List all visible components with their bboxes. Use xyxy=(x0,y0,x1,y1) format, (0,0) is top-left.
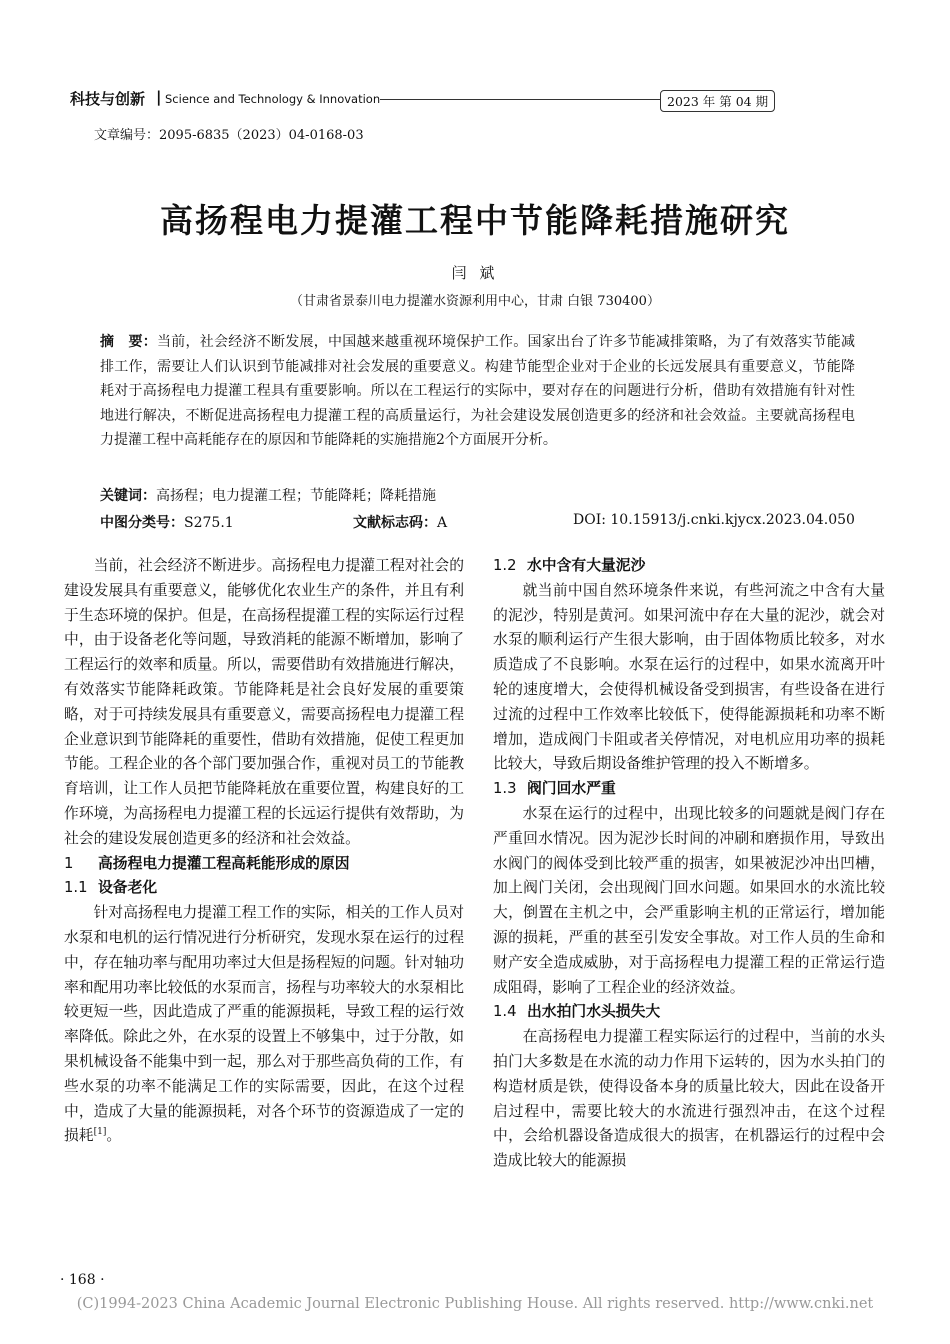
section-heading-1-1: 1.1 设备老化 xyxy=(64,879,158,897)
keywords xyxy=(100,485,860,505)
section-heading-1-4: 1.4 出水拍门水头损失大 xyxy=(493,1003,661,1021)
section-heading-1: 1 高扬程电力提灌工程高耗能形成的原因 xyxy=(64,854,350,872)
header-separator: | xyxy=(156,88,162,106)
section-1-1-paragraph: 针对高扬程电力提灌工程工作的实际，相关的工作人员对水泵和电机的运行情况进行分析研究，发现水泵在运行的过程中，存在轴功率与配用功率过大但是扬程短的问题。针对轴功率和配用功率比较低的水泵而言，扬程与功率较大的水泵相比较更短一些，因此造成了严重的能源损耗，导致工程的运行效率降低。除此之外，在水泵的设置上不够集中，过于分散，如果机械设备不能集中到一起，那么对于那些高负荷的工作，有些水泵的功率不能满足工作的实际需要，因此，在这个过程中，造成了大量的能源损耗，对各个环节的资源造成了一定的损耗[1]。 xyxy=(64,904,464,1145)
abstract xyxy=(100,330,855,453)
intro-paragraph: 当前，社会经济不断进步。高扬程电力提灌工程对社会的建设发展具有重要意义，能够优化农业生产的条件，并且有利于生态环境的保护。但是，在高扬程提灌工程的实际运行过程中，由于设备老化等问题，导致消耗的能源不断增加，影响了工程运行的效率和质量。所以，需要借助有效措施进行解决，有效落实节能降耗政策。节能降耗是社会良好发展的重要策略，对于可持续发展具有重要意义，需要高扬程电力提灌工程企业意识到节能降耗的重要性，借助有效措施，促使工程更加节能。工程企业的各个部门要加强合作，重视对员工的节能教育培训，让工作人员把节能降耗放在重要位置，构建良好的工作环境，为高扬程电力提灌工程的长远运行提供有效帮助，为社会的建设发展创造更多的经济和社会效益。 xyxy=(64,557,464,847)
keywords-text: 高扬程；电力提灌工程；节能降耗；降耗措施 xyxy=(156,488,436,504)
section-1-4-paragraph: 在高扬程电力提灌工程实际运行的过程中，当前的水头拍门大多数是在水流的动力作用下运转的，因为水头拍门的构造材质是铁，使得设备本身的质量比较大，因此在设备开启过程中，需要比较大的水流进行强烈冲击，在这个过程中，会给机器设备造成很大的损害，在机器运行的过程中会造成比较大的能源损 xyxy=(493,1028,885,1170)
doi: DOI: 10.15913/j.cnki.kjycx.2023.04.050 xyxy=(573,512,855,528)
affiliation: （甘肃省景泰川电力提灌水资源利用中心，甘肃 白银 730400） xyxy=(290,294,660,309)
journal-name-cn: 科技与创新 xyxy=(70,90,146,108)
keywords-label: 关键词： xyxy=(100,488,156,504)
abstract-label: 摘 要： xyxy=(100,334,157,350)
clc-value: S275.1 xyxy=(184,515,234,531)
doc-code-value: A xyxy=(437,515,448,531)
clc-label: 中图分类号： xyxy=(100,515,184,531)
issue-badge: 2023 年 第 04 期 xyxy=(660,90,775,112)
header-rule xyxy=(380,99,660,100)
section-heading-1-3: 1.3 阀门回水严重 xyxy=(493,780,616,798)
journal-name-en: Science and Technology & Innovation xyxy=(165,92,381,106)
classification-row xyxy=(100,512,860,534)
abstract-text: 当前，社会经济不断发展，中国越来越重视环境保护工作。国家出台了许多节能减排策略，为了有效落实节能减排工作，需要让人们认识到节能减排对社会发展的重要意义。构建节能型企业对于企业的长远发展具有重要意义，节能降耗对于高扬程电力提灌工程具有重要影响。所以在工程运行的实际中，要对存在的问题进行分析，借助有效措施有针对性地进行解决，不断促进高扬程电力提灌工程的高质量运行，为社会建设发展创造更多的经济和社会效益。主要就高扬程电力提灌工程中高耗能存在的原因和节能降耗的实施措施2个方面展开分析。 xyxy=(100,334,855,449)
section-heading-1-2: 1.2 水中含有大量泥沙 xyxy=(493,557,646,574)
author: 闫 斌 xyxy=(451,264,499,282)
section-1-3-paragraph: 水泵在运行的过程中，出现比较多的问题就是阀门存在严重回水情况。因为泥沙长时间的冲刷和磨损作用，导致出水阀门的阀体受到比较严重的损害，如果被泥沙冲出凹槽，加上阀门关闭，会出现阀门回水问题。如果回水的水流比较大，倒置在主机之中，会严重影响主机的正常运行，增加能源的损耗，严重的甚至引发安全事故。对工作人员的生命和财产安全造成威胁，对于高扬程电力提灌工程的正常运行造成阻碍，影响了工程企业的经济效益。 xyxy=(493,804,885,996)
section-1-2-paragraph: 就当前中国自然环境条件来说，有些河流之中含有大量的泥沙，特别是黄河。如果河流中存在大量的泥沙，就会对水泵的顺利运行产生很大影响，由于固体物质比较多，对水质造成了不良影响。水泵在运行的过程中，如果水流离开叶轮的速度增大，会使得机械设备受到损害，有些设备在进行过流的过程中工作效率比较低下，使得能源损耗和功率不断增加，造成阀门卡阻或者关停情况，对电机应用功率的损耗比较大，导致后期设备维护管理的投入不断增多。 xyxy=(493,581,885,773)
citation-ref[interactable]: [1] xyxy=(93,1127,107,1138)
doc-code-label: 文献标志码： xyxy=(353,515,437,531)
body-left-column xyxy=(64,554,464,1149)
article-number: 文章编号：2095-6835（2023）04-0168-03 xyxy=(94,128,364,143)
copyright-footer: (C)1994-2023 China Academic Journal Electronic Publishing House. All rights reserved. http://www.cnki.net xyxy=(76,1296,874,1312)
body-right-column xyxy=(493,554,885,1174)
page-number: · 168 · xyxy=(60,1272,105,1288)
paper-title: 高扬程电力提灌工程中节能降耗措施研究 xyxy=(160,201,790,240)
